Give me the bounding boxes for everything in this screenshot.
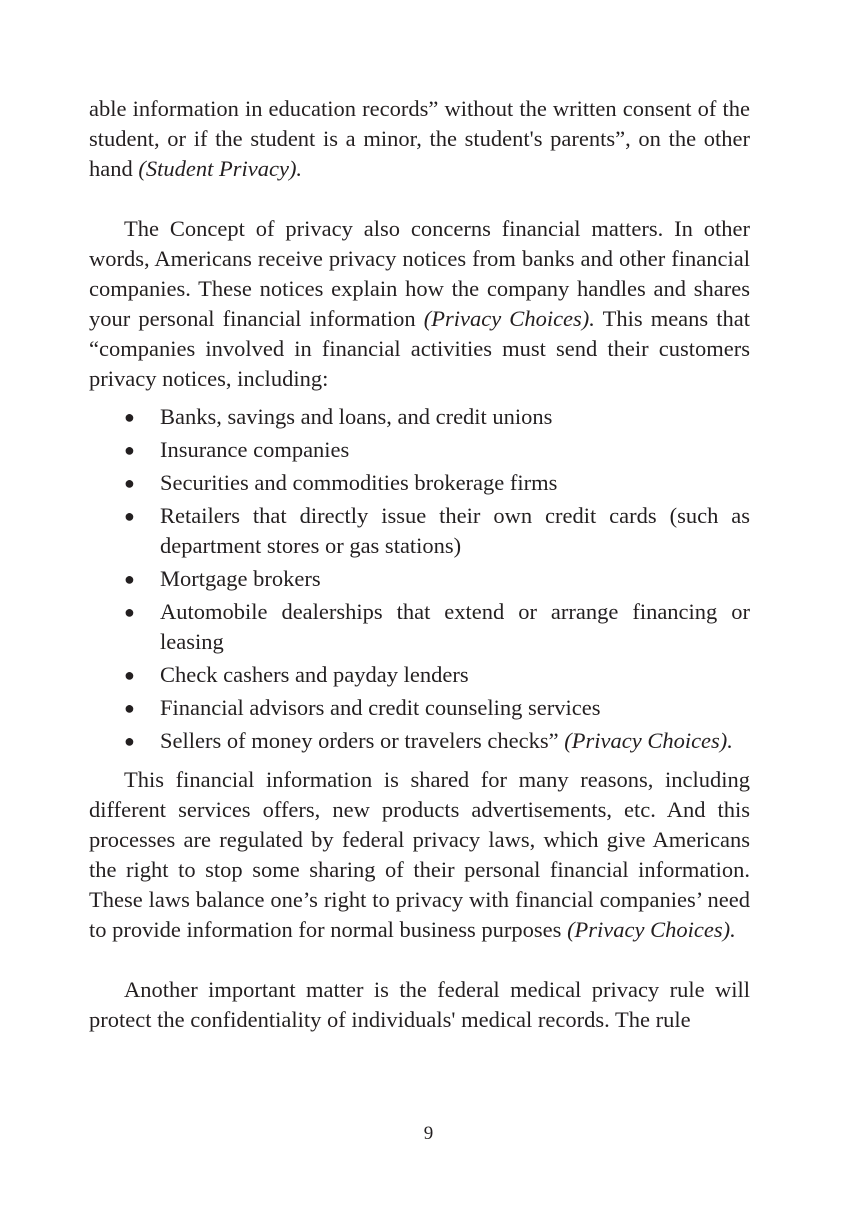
list-item	[89, 402, 750, 432]
list-item-text: Insurance companies	[160, 437, 350, 462]
list-item	[89, 660, 750, 690]
bullet-icon: ●	[124, 731, 135, 751]
list-item	[89, 726, 750, 756]
list-item-text: Securities and commodities brokerage firms	[160, 470, 558, 495]
list-item-text: Mortgage brokers	[160, 566, 321, 591]
paragraph-financial-privacy	[89, 214, 750, 394]
bullet-icon: ●	[124, 569, 135, 589]
paragraph-text: This means that “companies involved in financial activities must send their customers privacy notices, including:	[89, 306, 750, 391]
list-item-text: Banks, savings and loans, and credit unions	[160, 404, 553, 429]
list-item-text: Check cashers and payday lenders	[160, 662, 469, 687]
list-item	[89, 501, 750, 561]
citation-privacy-choices: (Privacy Choices).	[423, 306, 595, 331]
citation-privacy-choices: (Privacy Choices).	[567, 917, 736, 942]
financial-companies-list	[89, 402, 750, 756]
paragraph-medical-privacy	[89, 975, 750, 1035]
list-item	[89, 597, 750, 657]
list-item-text: Retailers that directly issue their own credit cards (such as department stores or gas stations)	[160, 503, 750, 558]
bullet-icon: ●	[124, 407, 135, 427]
bullet-icon: ●	[124, 665, 135, 685]
list-item	[89, 468, 750, 498]
paragraph-text: Another important matter is the federal medical privacy rule will protect the confidentiality of individuals' medical records. The rule	[89, 977, 750, 1032]
list-item-text: Financial advisors and credit counseling services	[160, 695, 601, 720]
bullet-icon: ●	[124, 698, 135, 718]
list-item	[89, 693, 750, 723]
bullet-icon: ●	[124, 440, 135, 460]
list-item-text: Automobile dealerships that extend or arrange financing or leasing	[160, 599, 750, 654]
page-number: 9	[423, 1123, 434, 1144]
list-item-text: Sellers of money orders or travelers checks”	[160, 728, 565, 753]
bullet-icon: ●	[124, 473, 135, 493]
citation-student-privacy: (Student Privacy).	[138, 156, 303, 181]
paragraph-student-privacy	[89, 94, 750, 184]
paragraph-information-sharing	[89, 765, 750, 945]
list-item	[89, 435, 750, 465]
paragraph-text: able information in education records” without the written consent of the student, or if the student is a minor, the student's parents”, on the other hand	[89, 96, 750, 181]
bullet-icon: ●	[124, 506, 135, 526]
list-item	[89, 564, 750, 594]
paragraph-text: This financial information is shared for many reasons, including different services offers, new products advertisements, etc. And this processes are regulated by federal privacy laws, which give Americans the right to stop some sharing of their personal financial information. These laws balance one’s right to privacy with financial companies’ need to provide information for normal business purposes	[89, 767, 750, 942]
paragraph-text: The Concept of privacy also concerns financial matters. In other words, Americans receive privacy notices from banks and other financial companies. These notices explain how the company handles and shares your personal financial information	[89, 216, 750, 331]
citation-privacy-choices: (Privacy Choices).	[564, 728, 733, 753]
page-body	[89, 94, 750, 1035]
bullet-icon: ●	[124, 602, 135, 622]
